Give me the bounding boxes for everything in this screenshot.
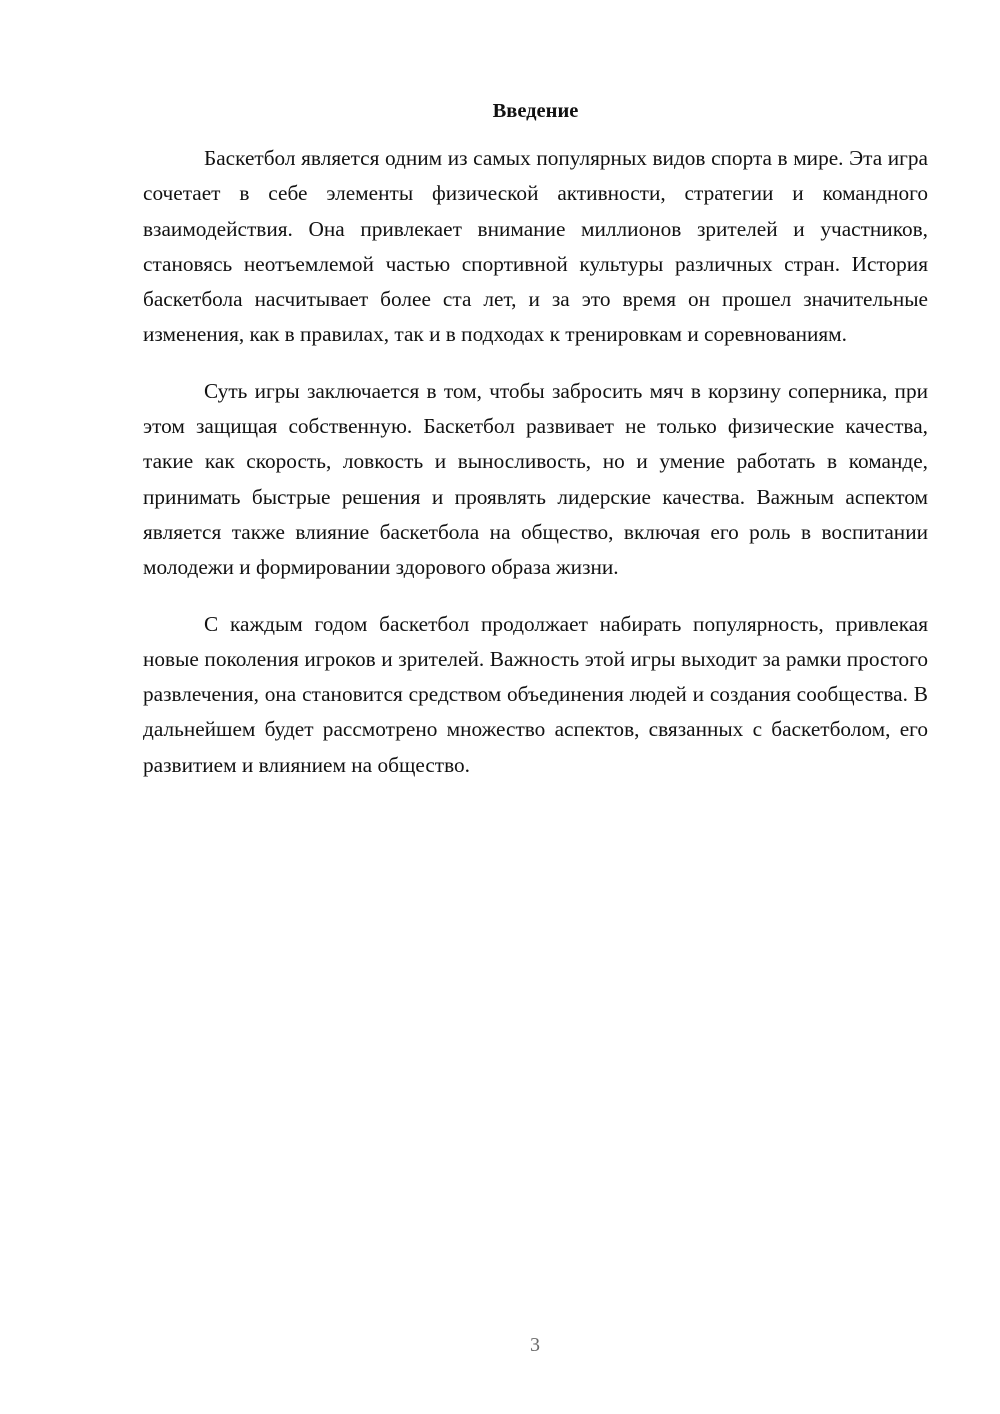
page-number: 3 — [530, 1334, 540, 1356]
page-content — [143, 96, 928, 804]
paragraph-2: Суть игры заключается в том, чтобы забросить мяч в корзину соперника, при этом защищая собственную. Баскетбол развивает не только физические качества, такие как скорость, ловкость и выносливость, но и умение работать в команде, принимать быстрые решения и проявлять лидерские качества. Важным аспектом является также влияние баскетбола на общество, включая его роль в воспитании молодежи и формировании здорового образа жизни. — [143, 378, 928, 580]
paragraph-3: С каждым годом баскетбол продолжает набирать популярность, привлекая новые поколения игроков и зрителей. Важность этой игры выходит за рамки простого развлечения, она становится средством объединения людей и создания сообщества. В дальнейшем будет рассмотрено множество аспектов, связанных с баскетболом, его развитием и влиянием на общество. — [143, 611, 928, 777]
paragraph-1: Баскетбол является одним из самых популярных видов спорта в мире. Эта игра сочетает в себе элементы физической активности, стратегии и командного взаимодействия. Она привлекает внимание миллионов зрителей и участников, становясь неотъемлемой частью спортивной культуры различных стран. История баскетбола насчитывает более ста лет, и за это время он прошел значительные изменения, как в правилах, так и в подходах к тренировкам и соревнованиям. — [143, 146, 928, 347]
section-title: Введение — [492, 100, 579, 122]
